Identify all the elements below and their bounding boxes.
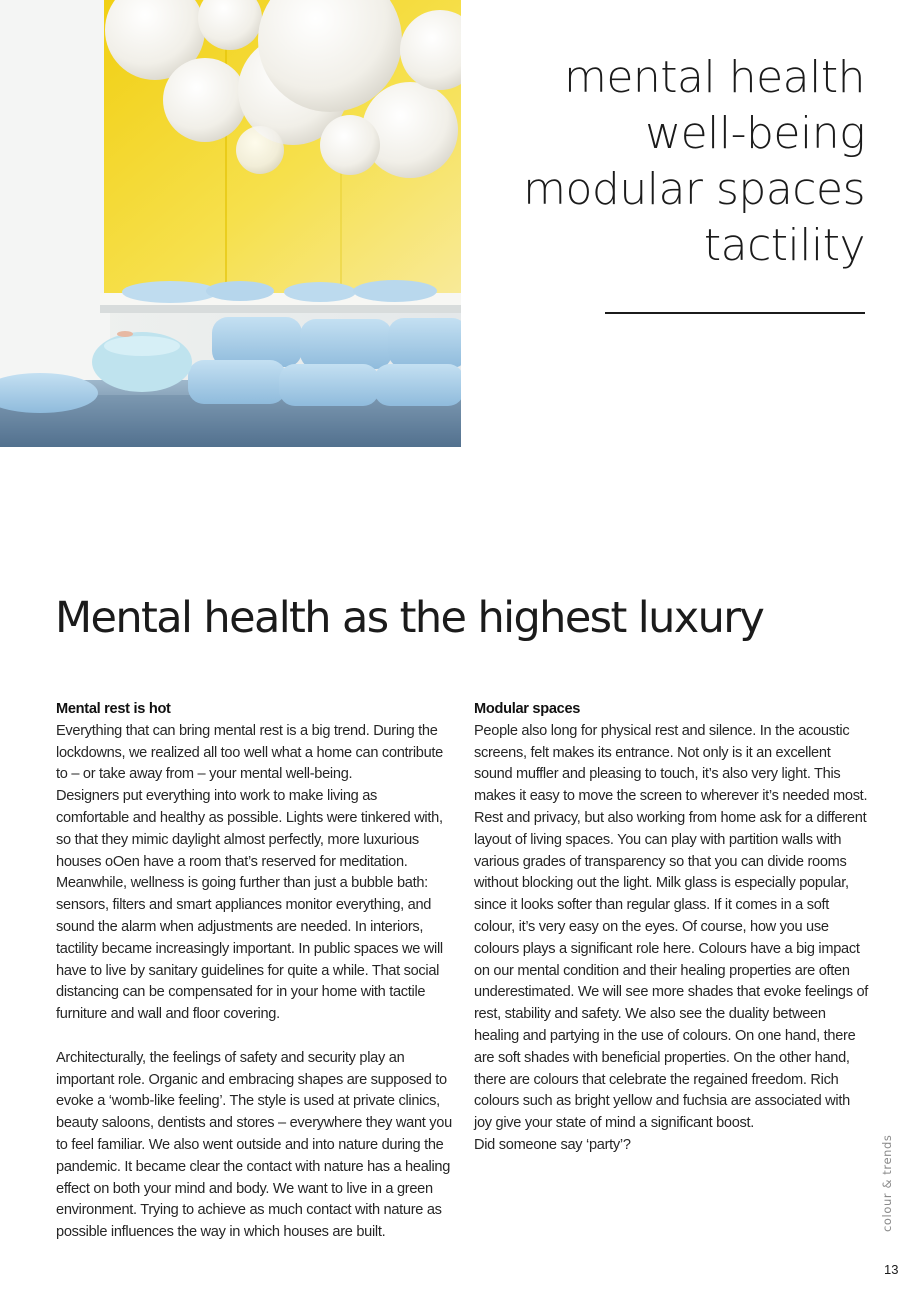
left-column: [56, 699, 452, 1244]
body-paragraph: Architecturally, the feelings of safety and security play an important role. Organic and embracing shapes are supposed to evoke a ‘womb-like feeling’. The style is used at private clinics, beauty saloons, dentists and stores – everywhere they want you to feel familiar. We also went outside and into nature during the pandemic. It became clear the contact with nature has a healing effect on both your mind and body. We want to live in a green environment. Trying to achieve as much contact with nature as possible influences the way in which houses are built.: [56, 1049, 452, 1241]
section-label: colour & trends: [880, 1134, 894, 1232]
topic-item: modular spaces: [523, 164, 865, 215]
section-heading: Mental rest is hot: [56, 701, 171, 717]
section-heading: Modular spaces: [474, 701, 581, 717]
topic-item: well-being: [645, 108, 865, 159]
topic-divider: [605, 312, 865, 314]
body-paragraph: Everything that can bring mental rest is a big trend. During the lockdowns, we realized all too well what a home can contribute to – or take away from – your mental well-being.: [56, 722, 443, 783]
body-paragraph: Did someone say ‘party’?: [474, 1136, 631, 1153]
topic-list: [523, 50, 865, 274]
page-number: 13: [884, 1262, 899, 1277]
topic-item: mental health: [563, 52, 865, 103]
right-column: [474, 699, 870, 1157]
body-paragraph: Designers put everything into work to make living as comfortable and healthy as possible. Lights were tinkered with, so that they mimic daylight almost perfectly, more luxurious houses oOen have a room that’s reserved for meditation. Meanwhile, wellness is going further than just a bubble bath: sensors, filters and smart appliances monitor everything, and sound the alarm when adjustments are needed. In interiors, tactility became increasingly important. In public spaces we will have to live by sanitary guidelines for quite a while. That social distancing can be compensated for in your home with tactile furniture and wall and floor covering.: [56, 788, 443, 1023]
interior-photo-illustration: [0, 0, 461, 447]
paragraph-spacer: [56, 1026, 452, 1048]
interior-photo: [0, 0, 461, 447]
topic-item: tactility: [703, 220, 865, 271]
body-paragraph: People also long for physical rest and silence. In the acoustic screens, felt makes its entrance. Not only is it an excellent sound muffler and pleasing to touch, it’s also very light. This makes it easy to move the screen to wherever it’s needed most. Rest and privacy, but also working from home ask for a different layout of living spaces. You can play with partition walls with various grades of transparency so that you can divide rooms without blocking out the light. Milk glass is especially popular, since it looks softer than regular glass. If it comes in a soft colour, it’s very easy on the eyes. Of course, how you use colours plays a significant role here. Colours have a big impact on our mental condition and their healing properties are often underestimated. We will see more shades that evoke feelings of rest, stability and safety. We also see the duality between healing and partying in the use of colours. On one hand, there are soft shades with beneficial properties. On the other hand, there are colours that celebrate the regained freedom. Rich colours such as bright yellow and fuchsia are associated with joy give your state of mind a significant boost.: [474, 722, 869, 1132]
article-headline: Mental health as the highest luxury: [55, 593, 764, 643]
